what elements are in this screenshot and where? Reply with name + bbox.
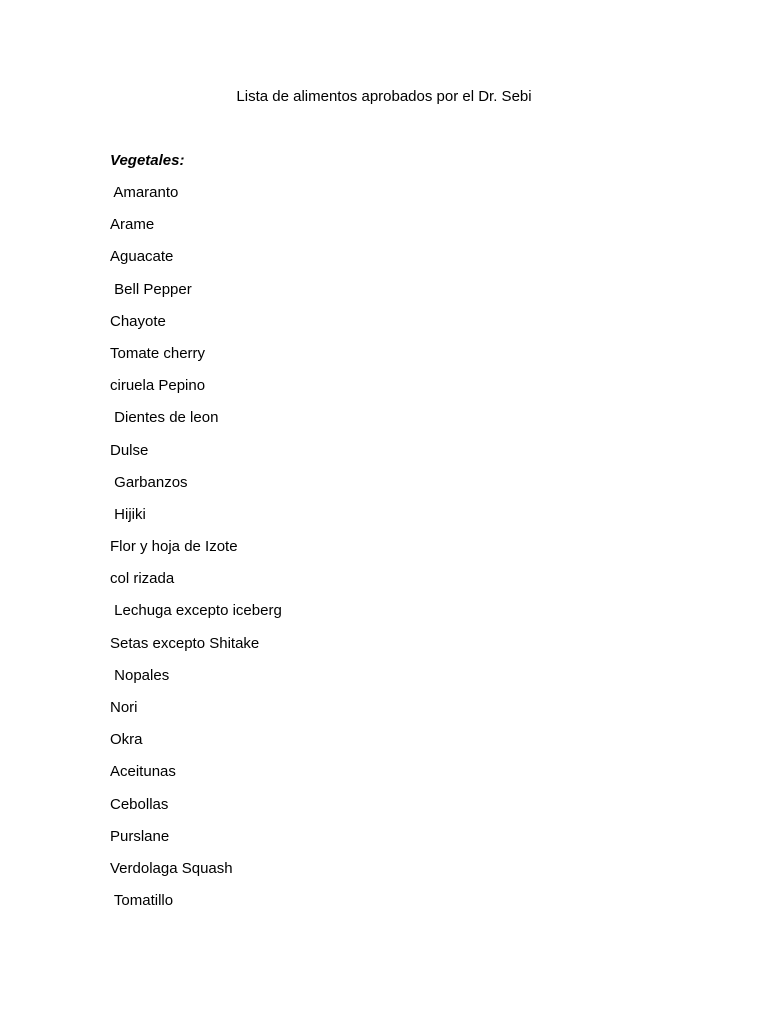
list-item: Nori (110, 699, 138, 716)
vegetable-list (110, 183, 282, 923)
list-item: Verdolaga Squash (110, 859, 233, 877)
list-item: Okra (110, 731, 143, 749)
list-item: ciruela Pepino (110, 377, 206, 395)
document-title: Lista de alimentos aprobados por el Dr. Sebi (236, 88, 532, 105)
list-item: Cebollas (110, 795, 169, 813)
list-item: Hijiki (110, 505, 146, 523)
list-item: Dientes de leon (110, 409, 219, 427)
list-item: Tomatillo (110, 892, 174, 910)
list-item: Purslane (110, 827, 170, 845)
list-item: Bell Pepper (110, 280, 192, 298)
section-heading-vegetales: Vegetales: (110, 152, 185, 169)
list-item: Aceitunas (110, 763, 176, 781)
list-item: Nopales (110, 666, 170, 684)
list-item: Garbanzos (110, 473, 188, 491)
list-item: Chayote (110, 312, 166, 330)
list-item: col rizada (110, 570, 175, 588)
list-item: Lechuga excepto iceberg (110, 602, 282, 620)
list-item: Aguacate (110, 248, 174, 266)
list-item: Dulse (110, 441, 149, 459)
list-item: Flor y hoja de Izote (110, 538, 238, 556)
list-item: Amaranto (110, 184, 179, 201)
list-item: Setas excepto Shitake (110, 634, 260, 652)
list-item: Tomate cherry (110, 344, 206, 362)
list-item: Arame (110, 216, 155, 234)
